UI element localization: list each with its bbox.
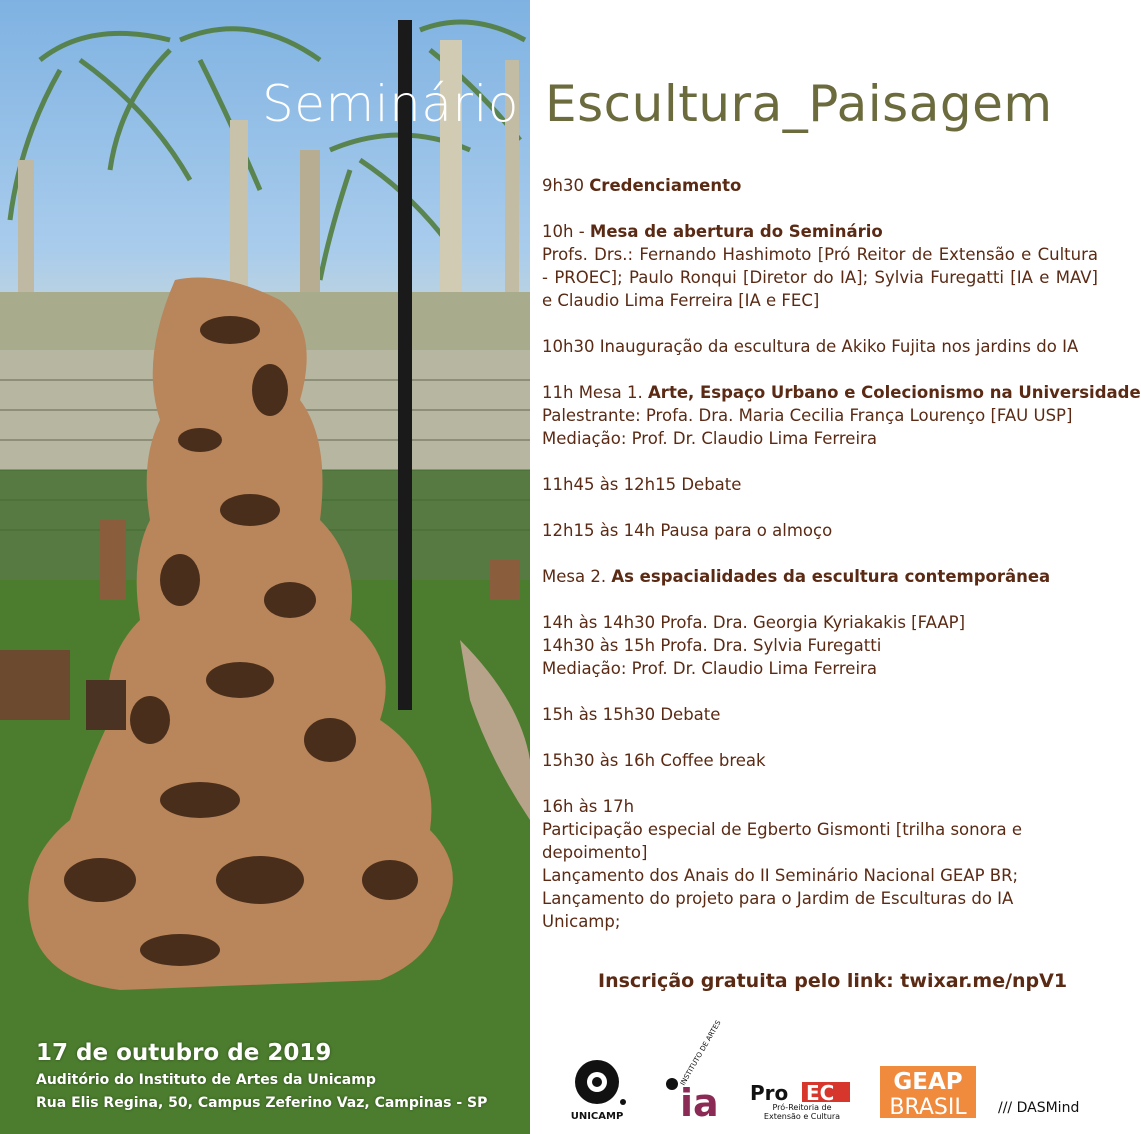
proec-sub1: Pró-Reitoria de	[772, 1103, 832, 1112]
unicamp-logo	[563, 1058, 631, 1122]
inauguracao-text: 10h30 Inauguração da escultura de Akiko Fujita nos jardins do IA	[542, 337, 1079, 356]
garden-scene	[0, 0, 530, 1134]
program-debate1	[542, 473, 1098, 496]
geap-text: GEAP	[893, 1069, 963, 1095]
label: As espacialidades da escultura contemporânea	[611, 567, 1051, 586]
label: Credenciamento	[589, 176, 742, 195]
program-abertura	[542, 220, 1098, 312]
event-venue: Auditório do Instituto de Artes da Unicamp	[36, 1072, 376, 1088]
time: 11h Mesa 1.	[542, 383, 643, 402]
abertura-participants: Profs. Drs.: Fernando Hashimoto [Pró Reitor de Extensão e Cultura - PROEC]; Paulo Ronqui [Diretor do IA]; Sylvia Furegatti [IA e MAV] e Claudio Lima Ferreira [IA e FEC]	[542, 245, 1098, 310]
mediacao: Mediação: Prof. Dr. Claudio Lima Ferreira	[542, 429, 877, 448]
proec-logo	[748, 1080, 854, 1120]
program-mesa2-items	[542, 611, 1098, 680]
event-date: 17 de outubro de 2019	[36, 1040, 332, 1066]
list-item: 14h30 às 15h Profa. Dra. Sylvia Furegatti	[542, 636, 882, 655]
program-inauguracao	[542, 335, 1098, 358]
time: Mesa 2.	[542, 567, 607, 586]
program-final	[542, 795, 1098, 933]
program-coffee	[542, 749, 1098, 772]
time: 16h às 17h	[542, 797, 635, 816]
signup-link[interactable]: Inscrição gratuita pelo link: twixar.me/npV1	[598, 970, 1068, 992]
program-mesa1	[542, 381, 1141, 450]
title-seminario: Seminário	[262, 75, 519, 133]
time: 9h30	[542, 176, 584, 195]
program-schedule	[542, 174, 1141, 956]
program-credenciamento	[542, 174, 1098, 197]
list-item: Lançamento dos Anais do II Seminário Nacional GEAP BR;	[542, 866, 1019, 885]
list-item: 14h às 14h30 Profa. Dra. Georgia Kyriakakis [FAAP]	[542, 613, 966, 632]
proec-ec: EC	[806, 1081, 835, 1105]
program-mesa2	[542, 565, 1098, 588]
almoco-text: 12h15 às 14h Pausa para o almoço	[542, 521, 833, 540]
time: 10h -	[542, 222, 585, 241]
list-item: Lançamento do projeto para o Jardim de Esculturas do IA Unicamp;	[542, 889, 1014, 931]
brasil-text: BRASIL	[889, 1095, 967, 1120]
ia-wordmark: ia	[680, 1081, 719, 1125]
debate1-text: 11h45 às 12h15 Debate	[542, 475, 742, 494]
label: Arte, Espaço Urbano e Colecionismo na Universidade	[648, 383, 1141, 402]
geap-brasil-logo	[880, 1066, 976, 1118]
ia-small-text: INSTITUTO DE ARTES	[678, 1019, 723, 1087]
proec-pro: Pro	[750, 1081, 789, 1105]
instituto-de-artes-logo	[662, 1019, 723, 1125]
debate2-text: 15h às 15h30 Debate	[542, 705, 721, 724]
label: Mesa de abertura do Seminário	[589, 222, 883, 241]
title-escultura-paisagem: Escultura_Paisagem	[545, 75, 1053, 133]
proec-sub2: Extensão e Cultura	[763, 1112, 841, 1121]
program-debate2	[542, 703, 1098, 726]
list-item: Mediação: Prof. Dr. Claudio Lima Ferreira	[542, 659, 877, 678]
list-item: Participação especial de Egberto Gismonti [trilha sonora e depoimento]	[542, 820, 1022, 862]
dasmind-logo: /// DASMind	[998, 1100, 1080, 1116]
program-almoco	[542, 519, 1098, 542]
unicamp-wordmark: UNICAMP	[570, 1111, 624, 1122]
palestrante: Palestrante: Profa. Dra. Maria Cecilia França Lourenço [FAU USP]	[542, 406, 1073, 425]
coffee-text: 15h30 às 16h Coffee break	[542, 751, 766, 770]
event-address: Rua Elis Regina, 50, Campus Zeferino Vaz, Campinas - SP	[36, 1095, 488, 1111]
sculpture-photo	[0, 0, 530, 1134]
